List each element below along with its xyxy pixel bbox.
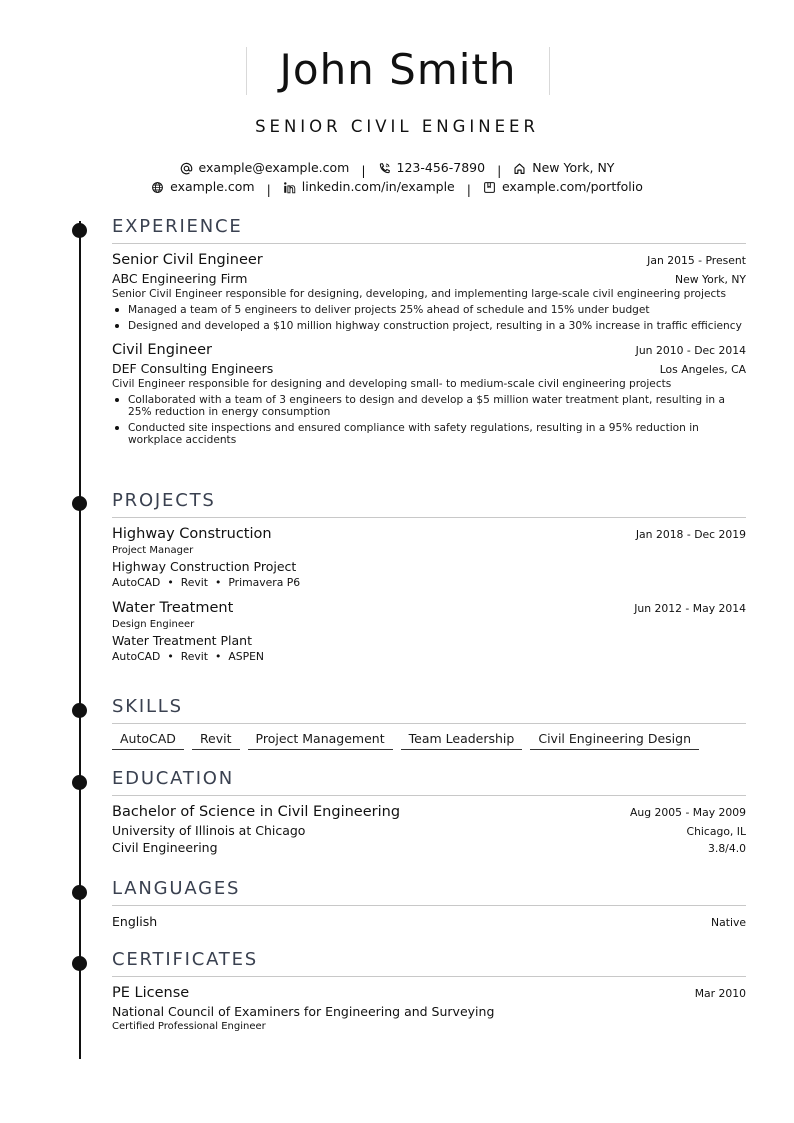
project-name: Highway Construction: [112, 526, 272, 542]
dates: Jan 2015 - Present: [647, 254, 746, 267]
certificate-name: PE License: [112, 985, 190, 1001]
contact-phone[interactable]: [378, 160, 486, 176]
keyword-bullet: •: [167, 576, 174, 589]
email-text: example@example.com: [198, 160, 350, 175]
keyword: AutoCAD: [112, 576, 161, 589]
dates: Jan 2018 - Dec 2019: [635, 528, 746, 541]
bullet-item: Collaborated with a team of 3 engineers to design and develop a $5 million water treatment plant, resulting in a 25% reduction in energy consumption: [112, 394, 746, 418]
timeline-dot-languages: [72, 885, 87, 900]
keyword: AutoCAD: [112, 650, 161, 663]
certificate-description: Certified Professional Engineer: [112, 1021, 266, 1032]
language: English: [112, 914, 158, 929]
timeline-dot-skills: [72, 703, 87, 718]
keyword: ASPEN: [228, 650, 265, 663]
skill-tag: Civil Engineering Design: [530, 731, 699, 750]
name-frame: [246, 47, 550, 95]
keyword-list: [112, 649, 746, 664]
field-of-study: Civil Engineering: [112, 840, 218, 855]
project-role: Design Engineer: [112, 619, 195, 630]
certificate-issuer: National Council of Examiners for Engineering and Surveying: [112, 1004, 495, 1019]
section-title: LANGUAGES: [112, 878, 746, 906]
language-level: Native: [711, 916, 746, 929]
timeline-dot-certificates: [72, 956, 87, 971]
dates: Jun 2010 - Dec 2014: [635, 344, 746, 357]
keyword-bullet: •: [167, 650, 174, 663]
bullet-list: [112, 394, 746, 446]
dates: Jun 2012 - May 2014: [634, 602, 746, 615]
languages-section: [112, 878, 746, 930]
phone-icon: [378, 162, 391, 175]
portfolio-text: example.com/portfolio: [501, 179, 643, 194]
skill-tag: Team Leadership: [401, 731, 523, 750]
degree: Bachelor of Science in Civil Engineering: [112, 804, 401, 820]
skill-tag: Revit: [192, 731, 240, 750]
home-icon: [513, 162, 526, 175]
skill-tag: AutoCAD: [112, 731, 184, 750]
company: DEF Consulting Engineers: [112, 361, 274, 376]
experience-section: [112, 216, 746, 455]
separator: |: [466, 181, 471, 197]
project-subtitle: Highway Construction Project: [112, 559, 297, 574]
company: ABC Engineering Firm: [112, 271, 248, 286]
bullet-item: Designed and developed a $10 million highway construction project, resulting in a 30% increase in traffic efficiency: [112, 320, 746, 332]
separator: |: [266, 181, 271, 197]
section-title: CERTIFICATES: [112, 949, 746, 977]
candidate-name: John Smith: [279, 45, 517, 94]
contact-location: [513, 160, 614, 176]
bullet-item: Managed a team of 5 engineers to deliver projects 25% ahead of schedule and 15% under budget: [112, 304, 746, 316]
certificate-date: Mar 2010: [694, 987, 746, 1000]
job-title: SENIOR CIVIL ENGINEER: [255, 117, 539, 136]
contact-email[interactable]: [180, 160, 350, 176]
project-role: Project Manager: [112, 545, 194, 556]
education-section: [112, 768, 746, 856]
skill-tag: Project Management: [248, 731, 393, 750]
contact-line-2: [0, 179, 794, 198]
school: University of Illinois at Chicago: [112, 823, 306, 838]
role: Civil Engineer: [112, 342, 212, 358]
keyword: Primavera P6: [228, 576, 301, 589]
separator: |: [497, 162, 502, 178]
experience-entry: [112, 341, 746, 446]
bullet-item: Conducted site inspections and ensured compliance with safety regulations, resulting in a 95% reduction in workplace accidents: [112, 422, 746, 446]
section-title: PROJECTS: [112, 490, 746, 518]
location: Chicago, IL: [686, 825, 746, 838]
keyword-bullet: •: [214, 576, 222, 589]
location: Los Angeles, CA: [659, 363, 746, 376]
location-text: New York, NY: [532, 160, 615, 175]
section-title: EDUCATION: [112, 768, 746, 796]
globe-icon: [151, 181, 164, 194]
timeline-dot-projects: [72, 496, 87, 511]
linkedin-icon: [283, 181, 296, 194]
project-entry: [112, 525, 746, 590]
section-title: EXPERIENCE: [112, 216, 746, 244]
project-subtitle: Water Treatment Plant: [112, 633, 252, 648]
timeline-line: [79, 221, 81, 1059]
project-name: Water Treatment: [112, 600, 234, 616]
portfolio-icon: [483, 181, 496, 194]
keyword: Revit: [180, 576, 208, 589]
contact-linkedin[interactable]: [283, 179, 455, 195]
section-title: SKILLS: [112, 696, 746, 724]
summary: Civil Engineer responsible for designing and developing small- to medium-scale civil engineering projects: [112, 378, 672, 390]
linkedin-text: linkedin.com/in/example: [301, 179, 455, 194]
at-icon: [180, 162, 193, 175]
keyword: Revit: [180, 650, 208, 663]
bullet-list: [112, 304, 746, 332]
separator: |: [361, 162, 366, 178]
experience-entry: [112, 251, 746, 332]
summary: Senior Civil Engineer responsible for designing, developing, and implementing large-scale civil engineering projects: [112, 288, 726, 300]
project-entry: [112, 599, 746, 664]
skill-tags: [112, 731, 746, 750]
phone-text: 123-456-7890: [396, 160, 486, 175]
skills-section: [112, 696, 746, 750]
gpa: 3.8/4.0: [708, 842, 746, 855]
role: Senior Civil Engineer: [112, 252, 263, 268]
contact-portfolio[interactable]: [483, 179, 643, 195]
dates: Aug 2005 - May 2009: [630, 806, 746, 819]
location: New York, NY: [675, 273, 746, 286]
website-text: example.com: [170, 179, 255, 194]
keyword-list: [112, 575, 746, 590]
timeline-dot-experience: [72, 223, 87, 238]
contact-line-1: [0, 160, 794, 179]
projects-section: [112, 490, 746, 673]
timeline-dot-education: [72, 775, 87, 790]
keyword-bullet: •: [214, 650, 222, 663]
certificates-section: [112, 949, 746, 1034]
contact-website[interactable]: [151, 179, 254, 195]
